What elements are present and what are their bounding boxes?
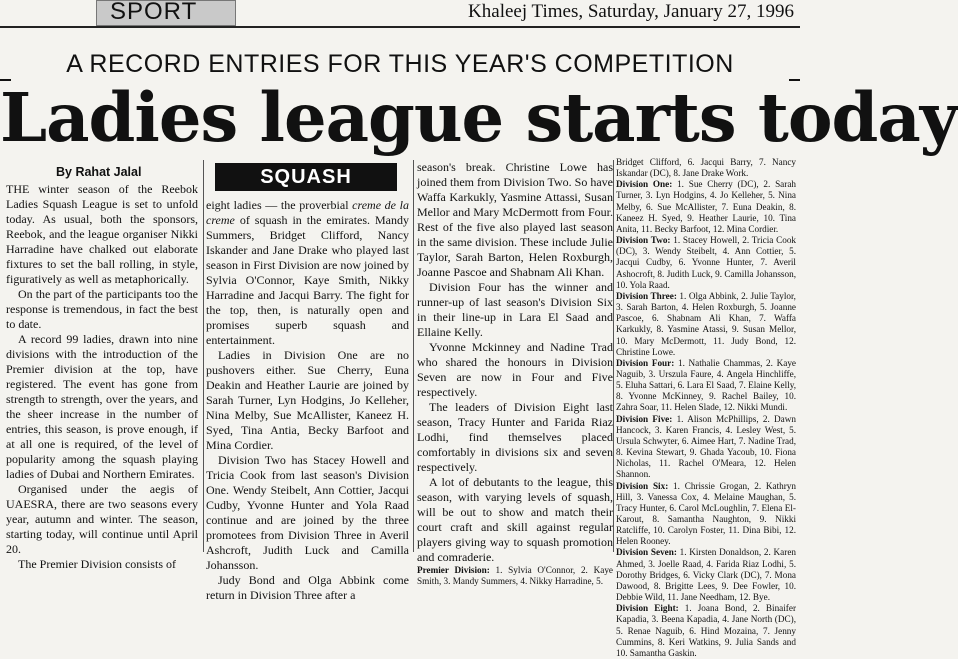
division-players: 1. Olga Abbink, 2. Julie Taylor, 3. Sarah Barton, 4. Helen Roxburgh, 5. Joanne Pascoe, 6. Shabnam Ali Khan, 7. Waffa Karkukly, 8. Yasmine Atassi, 9. Susan Mellor, 10. Mary McDermott, 11. Judy Bond, 12. Christine Lowe. (616, 290, 796, 357)
paragraph: Division Two has Stacey Howell and Tricia Cook from last season's Division One. Wendy Steibelt, Ann Cottier, Jacqui Cudby, Yvonne Hunter and Yola Raad continue and are joined by the three promotees from Division Three in Averil Ashcroft, Judith Luck and Camilla Johansson. (206, 453, 409, 572)
division-players: 1. Kirsten Donaldson, 2. Karen Ahmed, 3. Joelle Raad, 4. Farida Riaz Lodhi, 5. Dorothy Bridges, 6. Vicky Clark (DC), 7. Mona Dawood, 8. Brigitte Lees, 9. Dee Fowler, 10. Debbie Wild, 11. Jane Needham, 12. Bye. (616, 547, 796, 603)
paragraph: On the part of the participants too the response is tremendous, in fact the best to date. (6, 287, 198, 331)
paragraph: season's break. Christine Lowe has joined them from Division Two. So have Waffa Karkukly, Yasmine Attassi, Susan Mellor and Mary McDermott from Four. Rest of the five also played last season in the same division. These include Julie Taylor, Sarah Barton, Helen Roxburgh, Joanne Pascoe and Shabnam Ali Khan. (417, 160, 613, 279)
dateline: Khaleej Times, Saturday, January 27, 1996 (468, 1, 794, 22)
article-column-3 (417, 160, 613, 587)
division-players: 1. Sylvia O'Connor, 2. Kaye Smith, 3. Mandy Summers, 4. Nikky Harradine, 5. (417, 565, 613, 587)
paragraph: THE winter season of the Reebok Ladies Squash League is set to unfold today. As usual, both the sponsors, Reebok, and the league organiser Nikki Harradine have chalked out elaborate fixtures to set the ball rolling, in style, figuratively as well as metaphorically. (6, 182, 198, 286)
division-label: Division Six: (616, 480, 669, 491)
division-list (616, 179, 796, 235)
byline: By Rahat Jalal (56, 165, 142, 179)
division-label: Premier Division: (417, 565, 490, 575)
division-label: Division Five: (616, 413, 673, 424)
division-players: 1. Joana Bond, 2. Binaifer Kapadia, 3. Beena Kapadia, 4. Jane North (DC), 5. Renae Naguib, 6. Hind Mozaina, 7. Jenny Cummins, 8. Keri Watkins, 9. Julia Sands and 10. Samantha Gaskin. (616, 603, 797, 658)
division-list (616, 291, 796, 358)
division-list (616, 547, 796, 603)
division-players: 1. Sue Cherry (DC), 2. Sarah Turner, 3. Lyn Hodgins, 4. Jo Kelleher, 5. Nina Melby, 6. Sue McAllister, 7. Euna Deakin, 8. Kaneez H. Syed, 9. Heather Laurie, 10. Tina Anita, 11. Becky Barfoot, 12. Mina Cordier. (616, 179, 796, 234)
column-rule (613, 160, 614, 552)
section-title: SPORT (110, 0, 198, 25)
paragraph: Division Four has the winner and runner-up of last season's Division Six in their line-up in Lara El Saad and Ellaine Kelly. (417, 280, 613, 339)
masthead-rule (0, 26, 800, 28)
division-list (616, 603, 796, 659)
division-list (616, 235, 796, 291)
paragraph: Organised under the aegis of UAESRA, there are two seasons every year, autumn and winter. The season, starting today, will continue until April 20. (6, 482, 198, 556)
kicker: A RECORD ENTRIES FOR THIS YEAR'S COMPETITION (66, 50, 734, 78)
paragraph: The Premier Division consists of (18, 557, 176, 571)
column-rule (413, 160, 414, 552)
article-column-1 (6, 182, 198, 572)
paragraph: A lot of debutants to the league, this season, with varying levels of squash, will be out to show and match their court craft and skill against regular players giving way to squash promotion and comraderie. (417, 475, 613, 564)
paragraph: Yvonne Mckinney and Nadine Trad who shared the honours in Division Seven are now in Four and Five respectively. (417, 340, 613, 399)
division-list: Bridget Clifford, 6. Jacqui Barry, 7. Nancy Iskandar (DC), 8. Jane Drake Work. (616, 157, 796, 179)
premier-division-list (417, 565, 613, 587)
paragraph (206, 198, 409, 348)
division-list (616, 414, 796, 481)
division-list (616, 358, 796, 414)
paragraph: A record 99 ladies, drawn into nine divisions with the introduction of the Premier division at the top, have registered. The event has gone from strength to strength, over the years, and the sheer increase in the number of entries, this season, is prove enough, if at all one is required, of the level of popularity among the squash playing ladies of Dubai and Northern Emirates. (6, 332, 198, 481)
italic-phrase: creme de la creme (206, 198, 409, 227)
text-run: eight ladies — the proverbial (206, 198, 353, 212)
division-players: 1. Chrissie Grogan, 2. Kathryn Hill, 3. Vanessa Cox, 4. Melaine Maughan, 5. Tracy Hunter, 6. Carol McLoughlin, 7. Elena El-Karout, 8. Samantha Naughton, 9. Nikki Ratcliffe, 10. Carolyn Foster, 11. Dina Bibi, 12. Helen Rooney. (616, 480, 796, 547)
text-run: of squash in the emirates. Mandy Summers, Bridget Clifford, Nancy Iskander and Jane Drake who played last season in First Division are now joined by Sylvia O'Connor, Kaye Smith, Nikky Harradine and Jacqui Barry. The fight for the top, then, is naturally open and promises superb squash and entertainment. (206, 213, 409, 347)
divisions-column (616, 157, 796, 659)
division-players: 1. Nathalie Chammas, 2. Kaye Naguib, 3. Urszula Faure, 4. Angela Hinchliffe, 5. Eluha Sattari, 6. Lara El Saad, 7. Elaine Kelly, 8. Yvonne McKinney, 9. Rachel Bailey, 10. Zahra Soar, 11. Helen Slade, 12. Nikki Mundi. (616, 357, 796, 413)
division-list (616, 481, 796, 548)
division-label: Division Four: (616, 357, 675, 368)
squash-label: SQUASH (260, 166, 352, 188)
division-players: 1. Alison McPhillips, 2. Dawn Hancock, 3. Karen Francis, 4. Lesley West, 5. Ursula Schwyter, 6. Aimee Hart, 7. Nadine Trad, 8. Kevina Stewart, 9. Ghada Yacoub, 10. Fiona Nicholas, 11. Rachel O'Meara, 12. Helen Shannon. (616, 413, 796, 480)
division-label: Division Eight: (616, 603, 679, 614)
division-label: Division Two: (616, 235, 671, 246)
masthead (0, 0, 800, 27)
column-rule (203, 160, 204, 552)
headline: Ladies league starts today (0, 78, 958, 157)
division-label: Division Three: (616, 290, 677, 301)
division-label: Division One: (616, 179, 673, 190)
division-players: 1. Stacey Howell, 2. Tricia Cook (DC), 3. Wendy Steibelt, 4. Ann Cottier, 5. Jacqui Cudby, 6. Yvonne Hunter, 7. Averil Ashocroft, 8. Judith Luck, 9. Camilla Johansson, 10. Yola Raad. (616, 235, 797, 290)
paragraph: Judy Bond and Olga Abbink come return in Division Three after a (206, 573, 409, 602)
squash-label-box (215, 163, 397, 191)
article-column-2 (206, 198, 409, 603)
division-label: Division Seven: (616, 547, 677, 558)
paragraph: The leaders of Division Eight last season, Tracy Hunter and Farida Riaz Lodhi, find themselves placed comfortably in divisions six and seven respectively. (417, 400, 613, 474)
paragraph: Ladies in Division One are no pushovers either. Sue Cherry, Euna Deakin and Heather Laurie are joined by Sarah Turner, Lyn Hodgins, Jo Kelleher, Nina Melby, Sue McAllister, Kaneez H. Syed, Tina Antia, Becky Barfoot and Mina Cordier. (206, 348, 409, 452)
